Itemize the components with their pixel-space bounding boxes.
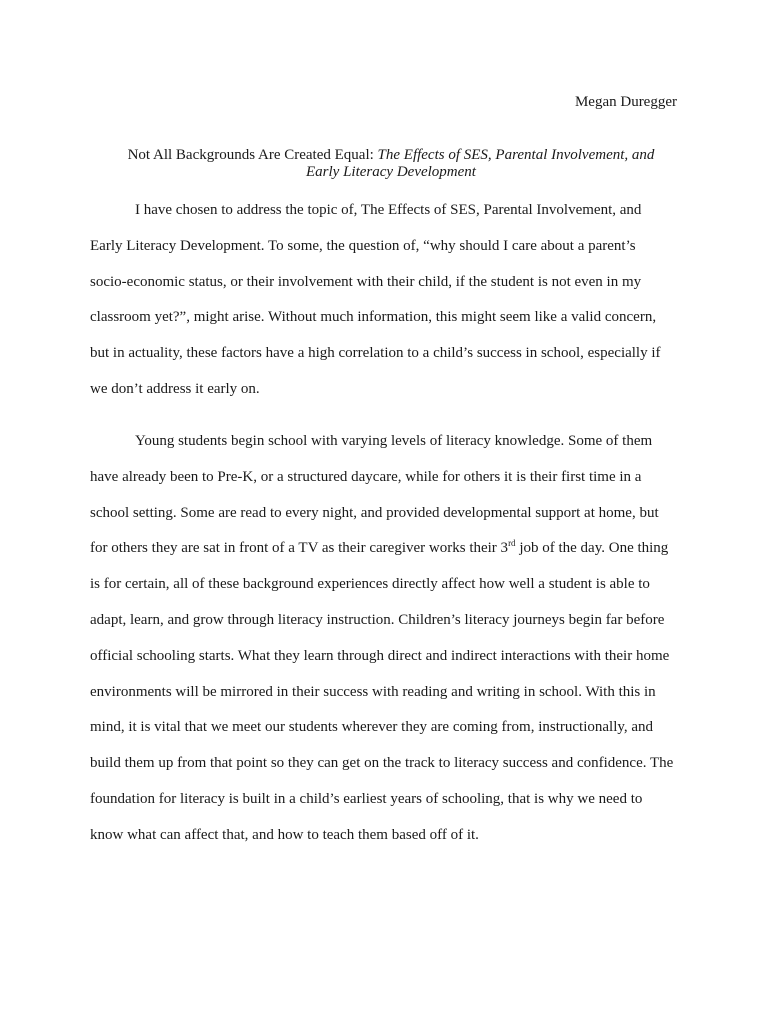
paragraph-line: official schooling starts. What they learn through direct and indirect interactions with their home (90, 647, 670, 664)
paragraph-line: I have chosen to address the topic of, The Effects of SES, Parental Involvement, and (135, 202, 642, 218)
paragraph-line: have already been to Pre-K, or a structured daycare, while for others it is their first time in a (90, 468, 642, 485)
paragraph-line: Early Literacy Development. To some, the question of, “why should I care about a parent’s (90, 237, 636, 254)
paragraph-line: classroom yet?”, might arise. Without much information, this might seem like a valid concern, (90, 309, 657, 326)
paragraph-line-with-superscript (90, 531, 682, 567)
paragraph-line: know what can affect that, and how to teach them based off of it. (90, 826, 479, 843)
title-main: Not All Backgrounds Are Created Equal: (127, 147, 374, 163)
paragraph-line: adapt, learn, and grow through literacy instruction. Children’s literacy journeys begin far before (90, 611, 665, 628)
paragraph-line: foundation for literacy is built in a child’s earliest years of schooling, that is why we need to (90, 790, 643, 807)
title-subtitle-line2: Early Literacy Development (306, 164, 476, 180)
paragraph-line: mind, it is vital that we meet our students wherever they are coming from, instructionally, and (90, 719, 654, 736)
ordinal-superscript: rd (508, 538, 516, 549)
document-title (90, 147, 692, 181)
line-text-before: for others they are sat in front of a TV as their caregiver works their 3 (90, 540, 509, 557)
paragraph-line: environments will be mirrored in their success with reading and writing in school. With this in (90, 683, 656, 700)
title-subtitle-line1: The Effects of SES, Parental Involvement, and (377, 147, 655, 163)
line-text-after: job of the day. One thing (515, 540, 669, 557)
paragraph-line: we don’t address it early on. (90, 380, 260, 397)
paragraph-line: but in actuality, these factors have a high correlation to a child’s success in school, especially if (90, 345, 661, 362)
paragraph-line: school setting. Some are read to every night, and provided developmental support at home, but (90, 504, 659, 521)
paragraph-1 (90, 193, 682, 408)
paragraph-2 (90, 424, 682, 854)
paragraph-line: is for certain, all of these background experiences directly affect how well a student is able to (90, 576, 650, 593)
paragraph-line: Young students begin school with varying levels of literacy knowledge. Some of them (135, 433, 653, 449)
paragraph-line: socio-economic status, or their involvement with their child, if the student is not even in my (90, 273, 642, 290)
author-name: Megan Duregger (574, 94, 677, 110)
paragraph-line: build them up from that point so they can get on the track to literacy success and confidence. The (90, 755, 674, 772)
